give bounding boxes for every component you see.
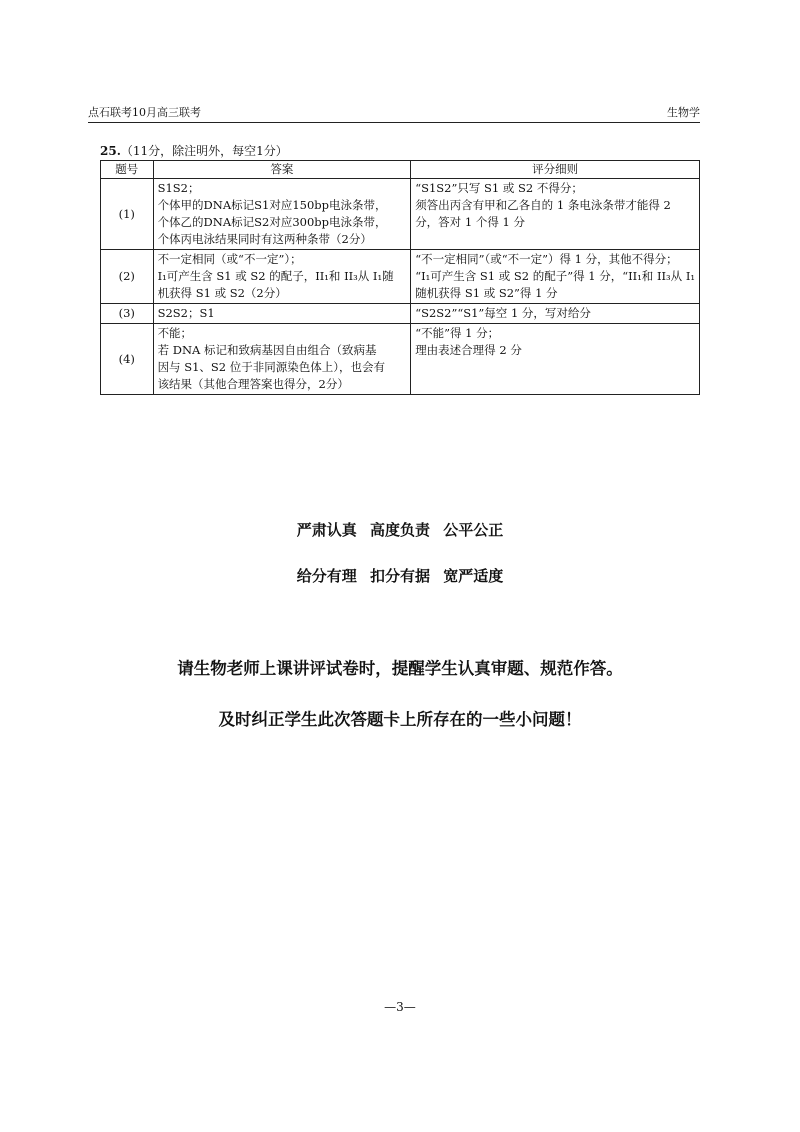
answer-line: 个体乙的DNA标记S2对应300bp电泳条带， — [157, 215, 387, 229]
question-note: （11分，除注明外，每空1分） — [120, 144, 288, 158]
criteria-line: “不一定相同”（或“不一定”）得 1 分，其他不得分； — [415, 252, 678, 266]
motto-line-2: 给分有理 扣分有据 宽严适度 — [296, 567, 504, 585]
row-number: (1) — [101, 179, 154, 250]
subject-name: 生物学 — [667, 106, 700, 119]
criteria-line: “I₁可产生含 S1 或 S2 的配子”得 1 分，“II₁和 II₃从 I₁ — [415, 269, 695, 283]
row-answer — [153, 304, 411, 324]
row-number: (3) — [101, 304, 154, 324]
table-row — [101, 250, 700, 304]
row-criteria — [411, 304, 700, 324]
header-number: 题号 — [101, 161, 154, 179]
question-title — [100, 142, 288, 159]
answer-line: 因与 S1、S2 位于非同源染色体上），也会有 — [157, 360, 386, 374]
criteria-line: 分，答对 1 个得 1 分 — [415, 215, 525, 229]
row-number: (2) — [101, 250, 154, 304]
exam-name: 点石联考10月高三联考 — [88, 106, 201, 119]
answer-line: 不一定相同（或“不一定”）； — [157, 252, 302, 266]
table-row — [101, 324, 700, 395]
row-criteria — [411, 324, 700, 395]
criteria-line: 须答出丙含有甲和乙各自的 1 条电泳条带才能得 2 — [415, 198, 671, 212]
table-row — [101, 304, 700, 324]
answer-line: 该结果（其他合理答案也得分，2分） — [157, 377, 349, 391]
header-criteria: 评分细则 — [411, 161, 700, 179]
answer-line: 个体丙电泳结果同时有这两种条带（2分） — [157, 232, 372, 246]
answer-line: S1S2； — [157, 181, 200, 195]
criteria-line: 理由表述合理得 2 分 — [415, 343, 522, 357]
answer-line: 不能； — [157, 326, 193, 340]
answer-line: S2S2；S1 — [157, 306, 215, 320]
answer-table — [100, 160, 700, 395]
criteria-line: “不能”得 1 分； — [415, 326, 500, 340]
header-answer: 答案 — [153, 161, 411, 179]
criteria-line: 随机获得 S1 或 S2”得 1 分 — [415, 286, 558, 300]
row-number: (4) — [101, 324, 154, 395]
page-number: —3— — [384, 1000, 416, 1014]
row-criteria — [411, 179, 700, 250]
row-answer — [153, 324, 411, 395]
motto-line-1: 严肃认真 高度负责 公平公正 — [296, 521, 504, 539]
answer-line: I₁可产生含 S1 或 S2 的配子，II₁和 II₃从 I₁随 — [157, 269, 394, 283]
reminder-line-1: 请生物老师上课讲评试卷时，提醒学生认真审题、规范作答。 — [177, 659, 623, 678]
page-header — [88, 104, 700, 123]
criteria-line: “S1S2”只写 S1 或 S2 不得分； — [415, 181, 583, 195]
answer-line: 机获得 S1 或 S2（2分） — [157, 286, 287, 300]
row-answer — [153, 250, 411, 304]
table-row — [101, 179, 700, 250]
answer-line: 若 DNA 标记和致病基因自由组合（致病基 — [157, 343, 377, 357]
question-number: 25. — [100, 144, 121, 158]
table-header-row — [101, 161, 700, 179]
reminder-line-2: 及时纠正学生此次答题卡上所存在的一些小问题！ — [218, 710, 582, 729]
row-criteria — [411, 250, 700, 304]
criteria-line: “S2S2”“S1”每空 1 分，写对给分 — [415, 306, 591, 320]
row-answer — [153, 179, 411, 250]
table-body — [101, 179, 700, 395]
answer-line: 个体甲的DNA标记S1对应150bp电泳条带， — [157, 198, 387, 212]
